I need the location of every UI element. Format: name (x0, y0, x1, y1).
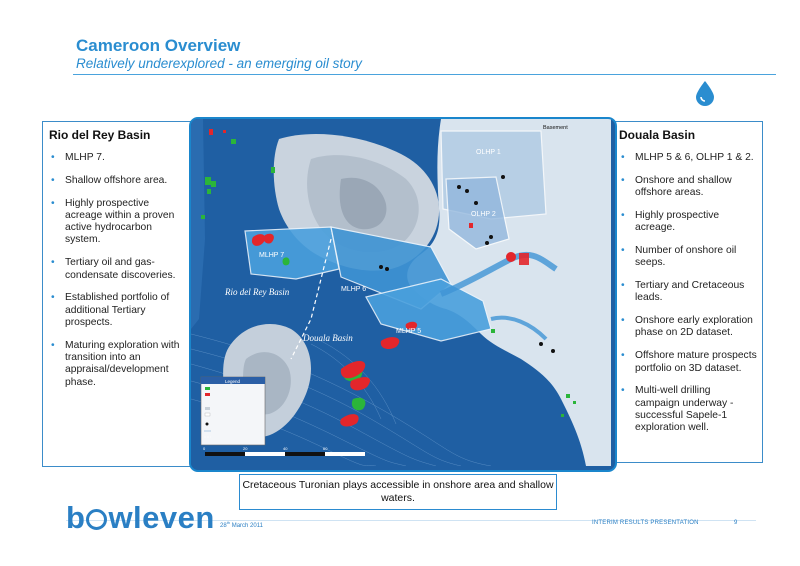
map-caption: Cretaceous Turonian plays accessible in onshore area and shallow waters. (239, 474, 557, 510)
footer-presentation-label: INTERIM RESULTS PRESENTATION (592, 520, 699, 526)
douala-panel (612, 121, 763, 463)
legend-title: Legend (225, 379, 241, 384)
mlhp6-label: MLHP 6 (341, 286, 367, 293)
list-item: • Onshore early exploration phase on 2D dataset. (621, 315, 753, 339)
basement-label: Basement (543, 125, 568, 131)
map-legend (201, 377, 265, 445)
list-item: • Established portfolio of additional Tertiary prospects. (51, 292, 170, 328)
mlhp5-label: MLHP 5 (396, 328, 422, 335)
rio-del-rey-heading: Rio del Rey Basin (49, 128, 151, 142)
olhp2-label: OLHP 2 (471, 211, 496, 218)
douala-map-label: Douala Basin (303, 333, 353, 343)
mlhp7-label: MLHP 7 (259, 252, 285, 259)
rio-del-rey-map-label: Rio del Rey Basin (225, 287, 290, 297)
svg-text:20: 20 (243, 446, 248, 451)
list-item: • Tertiary and Cretaceous leads. (621, 280, 745, 304)
list-item: • Tertiary oil and gas-condensate discoveries. (51, 257, 176, 281)
list-item: • Highly prospective acreage. (621, 209, 720, 234)
list-item: • Shallow offshore area. (51, 174, 168, 186)
water-drop-icon (690, 78, 720, 108)
list-item: • Onshore and shallow offshore areas. (621, 174, 732, 199)
list-item: • MLHP 7. (51, 152, 105, 163)
rio-del-rey-panel (42, 121, 193, 467)
svg-text:40: 40 (283, 446, 288, 451)
list-item: • Multi-well drilling campaign underway - successful Sapele-1 exploration well. (621, 385, 734, 434)
page-title: Cameroon Overview (76, 36, 241, 55)
olhp1-label: OLHP 1 (476, 149, 501, 156)
footer-date: 28th March 2011 (220, 520, 263, 529)
list-item: • Highly prospective acreage within a proven active hydrocarbon system. (51, 197, 175, 246)
bowleven-logo: b wleven (66, 500, 215, 535)
cameroon-licence-map (189, 117, 617, 472)
douala-heading: Douala Basin (619, 128, 696, 142)
page-subtitle: Relatively underexplored - an emerging oil story (76, 56, 362, 71)
title-divider (73, 74, 776, 75)
logo-o-icon (86, 509, 107, 530)
list-item: • Number of onshore oil seeps. (621, 244, 737, 269)
svg-text:0: 0 (203, 446, 206, 451)
list-item: • Offshore mature prospects portfolio on 3D dataset. (621, 350, 757, 374)
svg-text:60: 60 (323, 446, 328, 451)
list-item: • Maturing exploration with transition into an appraisal/development phase. (51, 339, 180, 388)
page-number: 9 (734, 520, 738, 526)
list-item: • MLHP 5 & 6, OLHP 1 & 2. (621, 152, 754, 163)
rio-del-rey-bullets (43, 152, 192, 389)
douala-bullets (613, 152, 762, 435)
